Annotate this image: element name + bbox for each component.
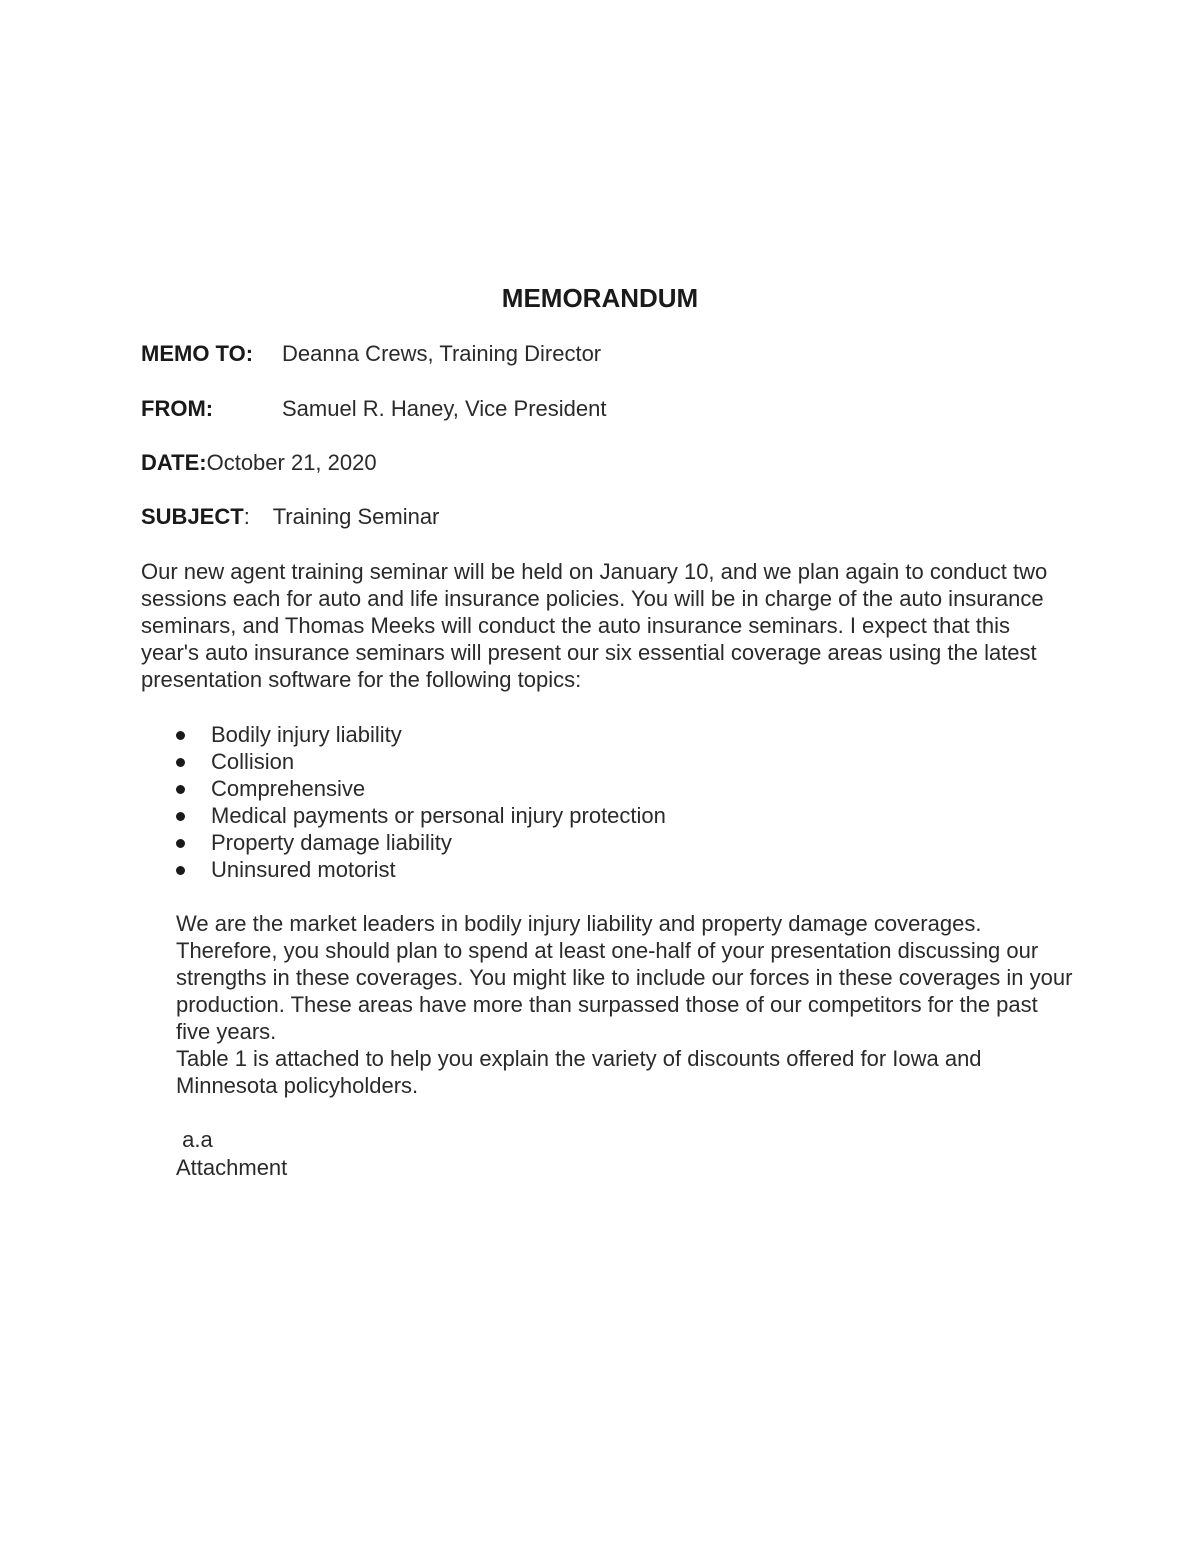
- topic-label: Bodily injury liability: [211, 722, 402, 747]
- memo-closing: [176, 1126, 287, 1182]
- memo-title: MEMORANDUM: [501, 283, 699, 313]
- body-paragraph-market: We are the market leaders in bodily injury liability and property damage coverages. Therefore, you should plan to spend at least one-half of your presentation discussing our strengths in these coverages. You might like to include our forces in these coverages in your production. These areas have more than surpassed those of our competitors for the past five years.: [176, 911, 1073, 1044]
- bullet-icon: [176, 785, 185, 794]
- list-item: [141, 721, 666, 748]
- memo-from-value: Samuel R. Haney, Vice President: [282, 396, 607, 421]
- list-item: [141, 856, 666, 883]
- list-item: [141, 748, 666, 775]
- memo-subject-label: SUBJECT: [141, 504, 244, 529]
- list-item: [141, 775, 666, 802]
- body-paragraph-intro: Our new agent training seminar will be held on January 10, and we plan again to conduct two sessions each for auto and life insurance policies. You will be in charge of the auto insurance seminars, and Thomas Meeks will conduct the auto insurance seminars. I expect that this year's auto insurance seminars will present our six essential coverage areas using the latest presentation software for the following topics:: [141, 559, 1048, 692]
- memo-from-label: FROM:: [141, 396, 214, 421]
- bullet-icon: [176, 839, 185, 848]
- memo-subject-value: Training Seminar: [272, 504, 440, 529]
- memo-date-value: October 21, 2020: [206, 450, 377, 475]
- reference-initials: a.a: [176, 1127, 213, 1152]
- bullet-icon: [176, 866, 185, 875]
- memo-to-row: [141, 340, 601, 368]
- list-item: [141, 802, 666, 829]
- memo-to-label: MEMO TO:: [141, 341, 254, 366]
- memo-from-row: [141, 395, 606, 423]
- memo-date-row: [141, 449, 377, 477]
- memo-subject-colon: :: [243, 504, 250, 529]
- body-paragraph-table: Table 1 is attached to help you explain the variety of discounts offered for Iowa and Minnesota policyholders.: [176, 1046, 982, 1098]
- topic-label: Medical payments or personal injury protection: [211, 803, 666, 828]
- bullet-icon: [176, 812, 185, 821]
- topic-label: Collision: [211, 749, 295, 774]
- memo-date-label: DATE:: [141, 450, 207, 475]
- topics-list: [141, 721, 666, 883]
- list-item: [141, 829, 666, 856]
- bullet-icon: [176, 731, 185, 740]
- topic-label: Property damage liability: [211, 830, 452, 855]
- topic-label: Comprehensive: [211, 776, 366, 801]
- topic-label: Uninsured motorist: [211, 857, 396, 882]
- memo-subject-row: [141, 503, 439, 531]
- memo-to-value: Deanna Crews, Training Director: [282, 341, 602, 366]
- attachment-notation: Attachment: [176, 1155, 288, 1180]
- bullet-icon: [176, 758, 185, 767]
